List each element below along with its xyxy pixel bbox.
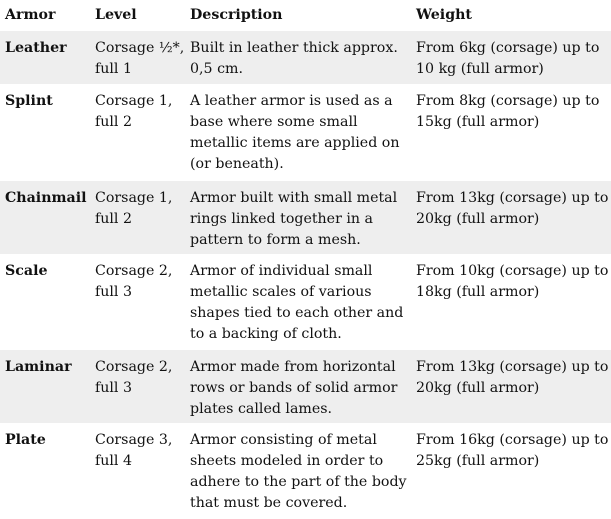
header-weight: Weight bbox=[416, 7, 472, 23]
armor-weight: From 13kg (corsage) up to 20kg (full armor) bbox=[411, 181, 611, 254]
armor-name: Splint bbox=[5, 93, 53, 109]
table-header bbox=[0, 0, 611, 31]
armor-weight: From 10kg (corsage) up to 18kg (full armor) bbox=[416, 263, 609, 300]
table-row bbox=[0, 181, 611, 254]
header-description: Description bbox=[190, 7, 283, 23]
armor-description: Built in leather thick approx. 0,5 cm. bbox=[185, 31, 411, 84]
armor-name: Laminar bbox=[0, 350, 90, 423]
table-row bbox=[0, 84, 611, 181]
armor-name: Plate bbox=[5, 432, 46, 448]
armor-weight: From 6kg (corsage) up to 10 kg (full armor) bbox=[411, 31, 611, 84]
armor-name: Chainmail bbox=[0, 181, 90, 254]
armor-level: Corsage 3, full 4 bbox=[95, 432, 173, 469]
armor-description: Armor made from horizontal rows or bands of solid armor plates called lames. bbox=[185, 350, 411, 423]
armor-level: Corsage ½*, full 1 bbox=[90, 31, 185, 84]
armor-level: Corsage 1, full 2 bbox=[95, 93, 173, 130]
header-armor: Armor bbox=[5, 7, 56, 23]
armor-description: Armor built with small metal rings linked together in a pattern to form a mesh. bbox=[185, 181, 411, 254]
table-row bbox=[0, 31, 611, 84]
armor-weight: From 13kg (corsage) up to 20kg (full armor) bbox=[411, 350, 611, 423]
armor-weight: From 16kg (corsage) up to 25kg (full armor) bbox=[416, 432, 609, 469]
armor-name: Scale bbox=[5, 263, 48, 279]
armor-name: Leather bbox=[0, 31, 90, 84]
table-row bbox=[0, 254, 611, 350]
header-level: Level bbox=[95, 7, 137, 23]
table-body bbox=[0, 31, 611, 519]
header-row bbox=[0, 0, 611, 31]
table-row bbox=[0, 350, 611, 423]
armor-description: A leather armor is used as a base where some small metallic items are applied on (or beneath). bbox=[190, 93, 400, 172]
armor-weight: From 8kg (corsage) up to 15kg (full armor) bbox=[416, 93, 600, 130]
armor-level: Corsage 2, full 3 bbox=[95, 263, 173, 300]
armor-description: Armor consisting of metal sheets modeled in order to adhere to the part of the body that must be covered. bbox=[190, 432, 407, 511]
armor-level: Corsage 1, full 2 bbox=[90, 181, 185, 254]
armor-level: Corsage 2, full 3 bbox=[90, 350, 185, 423]
table-row bbox=[0, 423, 611, 519]
armor-description: Armor of individual small metallic scales of various shapes tied to each other and to a backing of cloth. bbox=[190, 263, 404, 342]
